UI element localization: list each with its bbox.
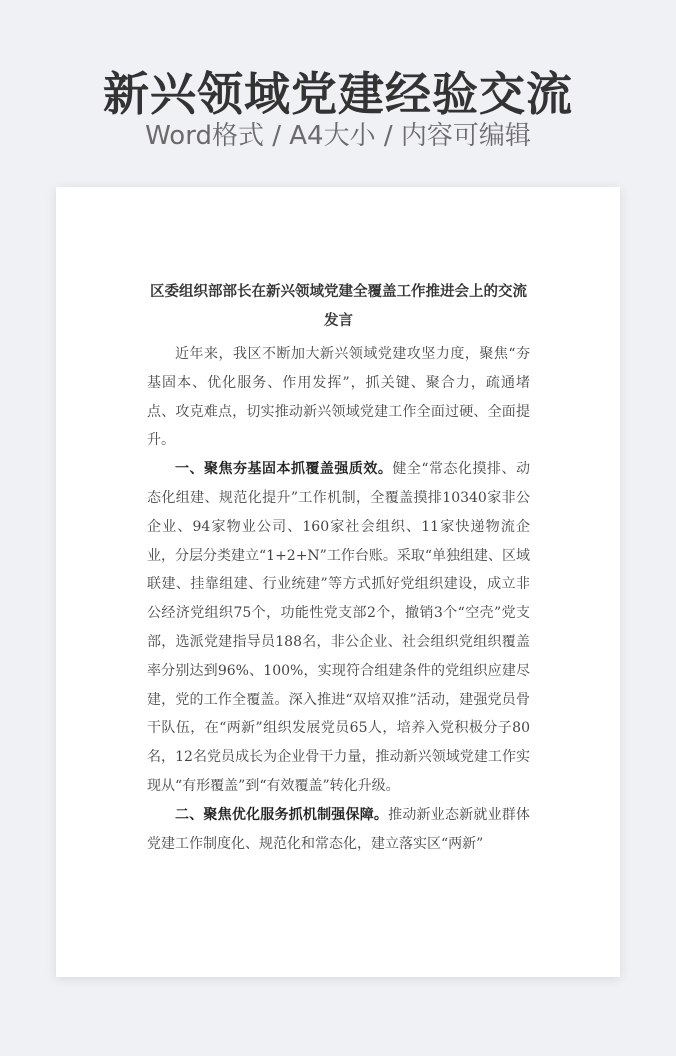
document-title: 区委组织部部长在新兴领域党建全覆盖工作推进会上的交流发言 bbox=[150, 283, 527, 329]
document-body bbox=[147, 277, 530, 858]
section-1-heading: 一、聚焦夯基固本抓覆盖强质效。 bbox=[175, 461, 393, 478]
paragraph-section-2 bbox=[147, 801, 530, 859]
banner-title: 新兴领域党建经验交流 bbox=[103, 67, 573, 121]
section-2-heading: 二、聚焦优化服务抓机制强保障。 bbox=[175, 806, 389, 823]
document-page bbox=[56, 187, 620, 977]
paragraph-intro-text: 近年来，我区不断加大新兴领域党建攻坚力度，聚焦“夯基固本、优化服务、作用发挥”，抓关键、聚合力，疏通堵点、攻克难点，切实推动新兴领域党建工作全面过硬、全面提升。 bbox=[147, 346, 530, 449]
paragraph-intro bbox=[147, 340, 530, 455]
banner-subtitle: Word格式 / A4大小 / 内容可编辑 bbox=[145, 121, 531, 151]
paragraph-section-1 bbox=[147, 455, 530, 801]
section-1-text: 健全“常态化摸排、动态化组建、规范化提升”工作机制，全覆盖摸排10340家非公企业、94家物业公司、160家社会组织、11家快递物流企业，分层分类建立“1+2+N”工作台账。采取“单独组建、区域联建、挂靠组建、行业统建”等方式抓好党组织建设，成立非公经济党组织75个，功能性党支部2个，撤销3个“空壳”党支部，选派党建指导员188名，非公企业、社会组织党组织覆盖率分别达到96%、100%，实现符合组建条件的党组织应建尽建，党的工作全覆盖。深入推进“双培双推”活动，建强党员骨干队伍，在“两新”组织发展党员65人，培养入党积极分子80名，12名党员成长为企业骨干力量，推动新兴领域党建工作实现从“有形覆盖”到“有效覆盖”转化升级。 bbox=[147, 461, 530, 794]
section-2-text: 推动新业态新就业群体党建工作制度化、规范化和常态化，建立落实区“两新” bbox=[147, 806, 530, 852]
